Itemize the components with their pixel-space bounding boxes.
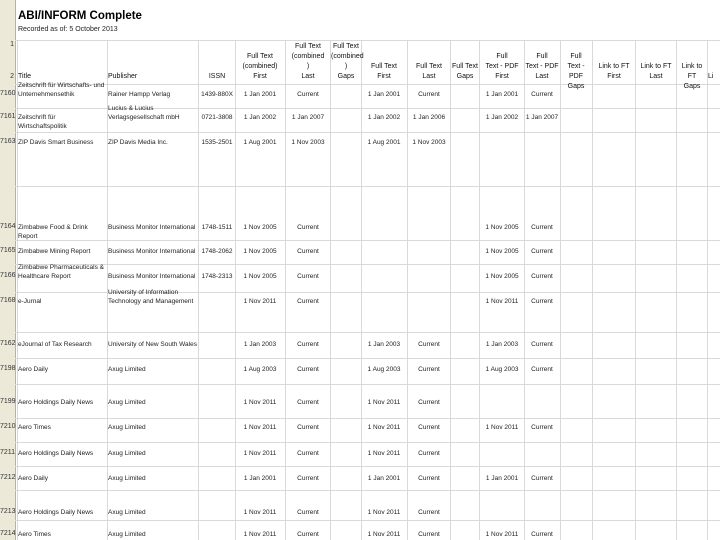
column-header-pdf-gaps[interactable]: Full Text - PDF Gaps <box>567 53 585 90</box>
cell-ft-last[interactable]: Current <box>297 475 319 482</box>
cell-ftx-first[interactable]: 1 Aug 2001 <box>367 139 401 146</box>
cell-ftx-last[interactable]: Current <box>418 399 440 406</box>
cell-ftx-first[interactable]: 1 Jan 2002 <box>367 114 401 121</box>
column-header-publisher[interactable]: Publisher <box>108 73 138 80</box>
row-gridline <box>15 132 720 133</box>
column-gridline <box>676 40 677 540</box>
column-gridline <box>707 40 708 540</box>
cell-pdf-last[interactable]: Current <box>531 248 553 255</box>
cell-ft-last[interactable]: Current <box>297 399 319 406</box>
cell-ft-last[interactable]: Current <box>297 424 319 431</box>
row-gridline <box>15 84 720 85</box>
cell-publisher[interactable]: Business Monitor International <box>108 248 196 255</box>
row-number[interactable]: 7162 <box>0 340 16 347</box>
cell-ftx-first[interactable]: 1 Nov 2011 <box>367 450 401 457</box>
row-gridline <box>15 264 720 265</box>
cell-ft-first[interactable]: 1 Nov 2011 <box>243 531 277 538</box>
cell-ft-first[interactable]: 1 Nov 2011 <box>243 298 277 305</box>
cell-ft-first[interactable]: 1 Nov 2005 <box>243 224 277 231</box>
row-number[interactable]: 7160 <box>0 90 16 97</box>
row-number[interactable]: 1 <box>10 41 14 48</box>
row-number[interactable]: 7213 <box>0 508 16 515</box>
cell-title[interactable]: Aero Holdings Daily News <box>18 450 94 457</box>
row-number[interactable]: 7164 <box>0 223 16 230</box>
cell-ft-first[interactable]: 1 Jan 2001 <box>243 91 277 98</box>
row-number[interactable]: 7212 <box>0 474 16 481</box>
cell-ftx-first[interactable]: 1 Nov 2011 <box>367 509 401 516</box>
column-gridline <box>635 40 636 540</box>
cell-pdf-last[interactable]: Current <box>531 531 553 538</box>
row-gridline <box>15 466 720 467</box>
row-number[interactable]: 7199 <box>0 398 16 405</box>
cell-pdf-last[interactable]: 1 Jan 2007 <box>525 114 559 121</box>
cell-issn[interactable]: 1535-2501 <box>201 139 233 146</box>
cell-publisher[interactable]: Axug Limited <box>108 531 146 538</box>
cell-ft-last[interactable]: Current <box>297 91 319 98</box>
row-number[interactable]: 7165 <box>0 247 16 254</box>
cell-pdf-last[interactable]: Current <box>531 224 553 231</box>
cell-publisher[interactable]: University of Information Technology and Management <box>108 289 194 305</box>
row-gridline <box>15 40 720 41</box>
column-header-link-gaps[interactable]: Link to FT Gaps <box>681 63 703 90</box>
column-header-pdf-first[interactable]: Full Text - PDF First <box>485 53 519 80</box>
cell-title[interactable]: Aero Holdings Daily News <box>18 399 94 406</box>
cell-publisher[interactable]: University of New South Wales <box>108 341 197 348</box>
cell-publisher[interactable]: Rainer Hampp Verlag <box>108 91 171 98</box>
cell-pdf-last[interactable]: Current <box>531 91 553 98</box>
cell-pdf-last[interactable]: Current <box>531 475 553 482</box>
cell-issn[interactable]: 1748-1511 <box>201 224 233 231</box>
cell-title[interactable]: Aero Daily <box>18 475 48 482</box>
column-gridline <box>592 40 593 540</box>
cell-title[interactable]: Aero Times <box>18 531 51 538</box>
cell-ft-last[interactable]: Current <box>297 248 319 255</box>
cell-ftx-first[interactable]: 1 Nov 2011 <box>367 424 401 431</box>
row-number[interactable]: 7166 <box>0 272 16 279</box>
cell-ft-last[interactable]: Current <box>297 341 319 348</box>
row-header-column[interactable] <box>0 0 16 540</box>
column-header-ftx-last[interactable]: Full Text Last <box>416 63 442 80</box>
cell-issn[interactable]: 1748-2313 <box>201 273 233 280</box>
cell-issn[interactable]: 1439-880X <box>201 91 233 98</box>
cell-ft-last[interactable]: Current <box>297 509 319 516</box>
cell-ft-first[interactable]: 1 Jan 2001 <box>243 475 277 482</box>
cell-ftx-last[interactable]: Current <box>418 475 440 482</box>
cell-pdf-first[interactable]: 1 Nov 2005 <box>485 273 519 280</box>
cell-title[interactable]: ZIP Davis Smart Business <box>18 139 94 146</box>
cell-publisher[interactable]: Business Monitor International <box>108 224 196 231</box>
cell-publisher[interactable]: Axug Limited <box>108 366 146 373</box>
cell-pdf-first[interactable]: 1 Nov 2005 <box>485 248 519 255</box>
column-header-ft-gaps[interactable]: Full Text (combined ) Gaps <box>331 43 364 80</box>
cell-title[interactable]: eJournal of Tax Research <box>18 341 92 348</box>
cell-title[interactable]: Zeitschrift für Wirtschafts- und Unternehmensethik <box>18 82 105 98</box>
column-header-extra[interactable]: Li <box>708 73 714 80</box>
cell-ft-first[interactable]: 1 Jan 2002 <box>243 114 277 121</box>
cell-ftx-last[interactable]: Current <box>418 531 440 538</box>
column-header-issn[interactable]: ISSN <box>208 73 226 80</box>
cell-title[interactable]: Zimbabwe Food & Drink Report <box>18 224 88 240</box>
cell-pdf-first[interactable]: 1 Jan 2001 <box>485 91 519 98</box>
row-number[interactable]: 7198 <box>0 365 16 372</box>
cell-ft-last[interactable]: 1 Jan 2007 <box>291 114 325 121</box>
cell-pdf-first[interactable]: 1 Nov 2011 <box>485 531 519 538</box>
cell-pdf-first[interactable]: 1 Nov 2011 <box>485 424 519 431</box>
sheet-subtitle[interactable]: Recorded as of: 5 October 2013 <box>18 26 118 33</box>
row-number[interactable]: 2 <box>10 73 14 80</box>
cell-publisher[interactable]: Axug Limited <box>108 399 146 406</box>
cell-issn[interactable]: 1748-2062 <box>201 248 233 255</box>
row-number[interactable]: 7168 <box>0 297 16 304</box>
cell-pdf-first[interactable]: 1 Aug 2003 <box>485 366 519 373</box>
cell-ft-last[interactable]: 1 Nov 2003 <box>291 139 325 146</box>
cell-ft-last[interactable]: Current <box>297 450 319 457</box>
column-header-ft-first[interactable]: Full Text (combined) First <box>242 53 278 80</box>
cell-ftx-last[interactable]: Current <box>418 509 440 516</box>
row-gridline <box>15 384 720 385</box>
cell-ftx-first[interactable]: 1 Aug 2003 <box>367 366 401 373</box>
cell-ftx-last[interactable]: 1 Jan 2006 <box>412 114 446 121</box>
cell-ft-last[interactable]: Current <box>297 224 319 231</box>
column-header-title[interactable]: Title <box>18 73 31 80</box>
cell-publisher[interactable]: Lucius & Lucius Verlagsgesellschaft mbH <box>108 105 180 121</box>
cell-ftx-last[interactable]: Current <box>418 424 440 431</box>
cell-ft-first[interactable]: 1 Jan 2003 <box>243 341 277 348</box>
cell-ftx-last[interactable]: Current <box>418 450 440 457</box>
cell-pdf-last[interactable]: Current <box>531 298 553 305</box>
cell-ftx-last[interactable]: Current <box>418 91 440 98</box>
cell-pdf-first[interactable]: 1 Jan 2003 <box>485 341 519 348</box>
cell-title[interactable]: e-Jurnal <box>18 298 42 305</box>
cell-title[interactable]: Zimbabwe Pharmaceuticals & Healthcare Report <box>18 264 104 280</box>
column-header-link-last[interactable]: Link to FT Last <box>640 63 672 80</box>
cell-publisher[interactable]: Axug Limited <box>108 424 146 431</box>
cell-ft-last[interactable]: Current <box>297 273 319 280</box>
cell-ftx-last[interactable]: Current <box>418 366 440 373</box>
row-number[interactable]: 7211 <box>0 449 16 456</box>
cell-pdf-first[interactable]: 1 Jan 2002 <box>485 114 519 121</box>
row-gridline <box>15 490 720 491</box>
cell-ft-first[interactable]: 1 Aug 2001 <box>243 139 277 146</box>
cell-ftx-last[interactable]: 1 Nov 2003 <box>412 139 446 146</box>
cell-ftx-first[interactable]: 1 Nov 2011 <box>367 531 401 538</box>
column-gridline <box>330 40 331 540</box>
cell-ft-first[interactable]: 1 Nov 2005 <box>243 248 277 255</box>
cell-ft-first[interactable]: 1 Aug 2003 <box>243 366 277 373</box>
cell-ftx-last[interactable]: Current <box>418 341 440 348</box>
column-header-ftx-first[interactable]: Full Text First <box>371 63 397 80</box>
cell-publisher[interactable]: Axug Limited <box>108 450 146 457</box>
cell-issn[interactable]: 0721-3808 <box>201 114 233 121</box>
cell-title[interactable]: Zimbabwe Mining Report <box>18 248 91 255</box>
row-number[interactable]: 7214 <box>0 530 16 537</box>
cell-ftx-first[interactable]: 1 Jan 2001 <box>367 91 401 98</box>
row-gridline <box>15 418 720 419</box>
cell-pdf-first[interactable]: 1 Nov 2011 <box>485 298 519 305</box>
cell-ftx-first[interactable]: 1 Jan 2001 <box>367 475 401 482</box>
column-header-ftx-gaps[interactable]: Full Text Gaps <box>452 63 478 80</box>
cell-title[interactable]: Zeitschrift für Wirtschaftspolitik <box>18 114 67 130</box>
column-gridline <box>450 40 451 540</box>
cell-ft-first[interactable]: 1 Nov 2011 <box>243 399 277 406</box>
cell-title[interactable]: Aero Holdings Daily News <box>18 509 94 516</box>
cell-ft-first[interactable]: 1 Nov 2005 <box>243 273 277 280</box>
row-gridline <box>15 520 720 521</box>
cell-ftx-first[interactable]: 1 Nov 2011 <box>367 399 401 406</box>
cell-pdf-last[interactable]: Current <box>531 341 553 348</box>
column-header-ft-last[interactable]: Full Text (combined ) Last <box>291 43 325 80</box>
column-header-pdf-last[interactable]: Full Text - PDF Last <box>525 53 559 80</box>
cell-pdf-first[interactable]: 1 Jan 2001 <box>485 475 519 482</box>
cell-title[interactable]: Aero Times <box>18 424 51 431</box>
cell-title[interactable]: Aero Daily <box>18 366 48 373</box>
cell-pdf-last[interactable]: Current <box>531 366 553 373</box>
column-header-link-first[interactable]: Link to FT First <box>598 63 630 80</box>
row-number[interactable]: 7161 <box>0 113 16 120</box>
column-gridline <box>560 40 561 540</box>
cell-publisher[interactable]: Business Monitor International <box>108 273 196 280</box>
row-gridline <box>15 442 720 443</box>
cell-ft-first[interactable]: 1 Nov 2011 <box>243 450 277 457</box>
cell-pdf-last[interactable]: Current <box>531 424 553 431</box>
cell-publisher[interactable]: Axug Limited <box>108 475 146 482</box>
cell-ft-last[interactable]: Current <box>297 298 319 305</box>
cell-pdf-last[interactable]: Current <box>531 273 553 280</box>
cell-pdf-first[interactable]: 1 Nov 2005 <box>485 224 519 231</box>
row-gridline <box>15 240 720 241</box>
cell-ft-last[interactable]: Current <box>297 366 319 373</box>
cell-ft-first[interactable]: 1 Nov 2011 <box>243 509 277 516</box>
cell-ft-last[interactable]: Current <box>297 531 319 538</box>
cell-ft-first[interactable]: 1 Nov 2011 <box>243 424 277 431</box>
row-gridline <box>15 186 720 187</box>
row-number[interactable]: 7163 <box>0 138 16 145</box>
cell-publisher[interactable]: ZIP Davis Media Inc. <box>108 139 168 146</box>
row-gridline <box>15 358 720 359</box>
cell-ftx-first[interactable]: 1 Jan 2003 <box>367 341 401 348</box>
sheet-title[interactable]: ABI/INFORM Complete <box>18 10 142 22</box>
row-gridline <box>15 332 720 333</box>
row-number[interactable]: 7210 <box>0 423 16 430</box>
cell-publisher[interactable]: Axug Limited <box>108 509 146 516</box>
